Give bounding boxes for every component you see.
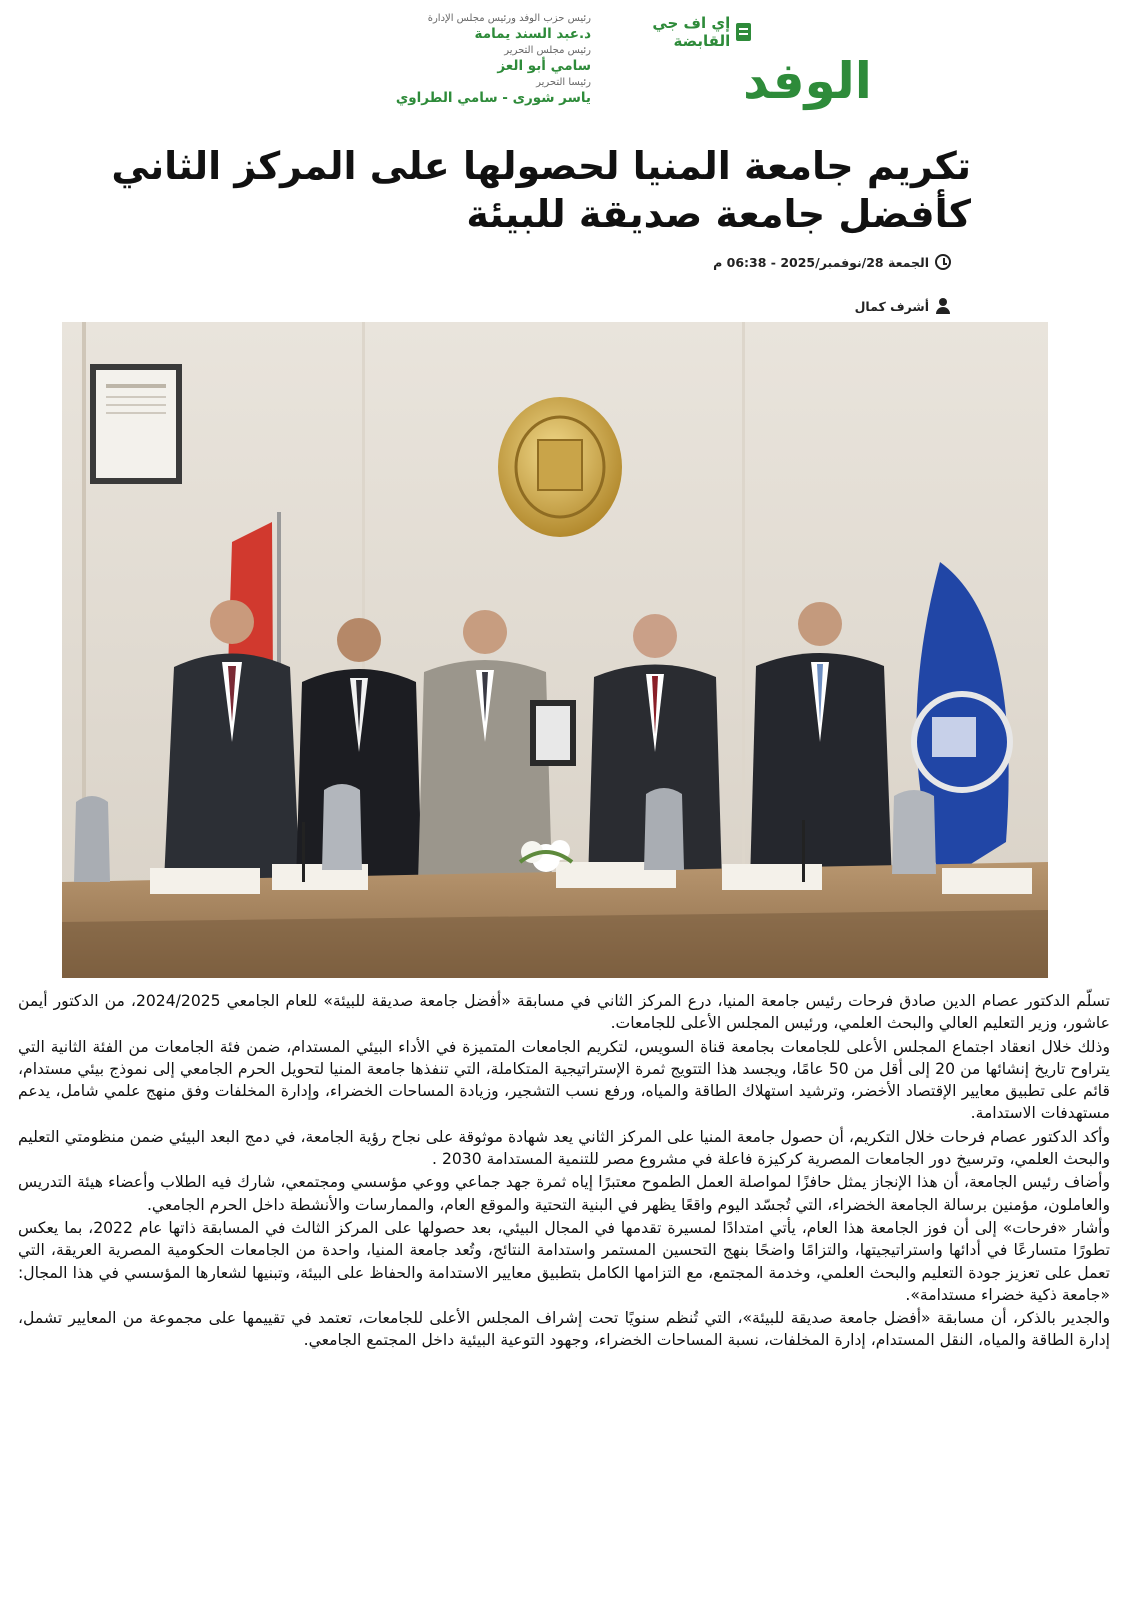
editorial-staff: [386, 12, 591, 108]
alwafd-logo: [607, 42, 872, 114]
newspaper-icon: [736, 23, 751, 41]
clock-icon: [935, 254, 951, 270]
staff-name-board: سامي أبو العز: [497, 58, 591, 74]
article-paragraph-2: وذلك خلال انعقاد اجتماع المجلس الأعلى للجامعات بجامعة قناة السويس، لتكريم الجامعات المتميزة في الأداء البيئي المستدام، ضمن فئة الجامعات من الفئة الثانية التي يتراوح تاريخ إنشائها من 20 إلى أقل من 50 عامًا، ويجسد هذا التتويج ثمرة الإستراتيجية المتكاملة، التي تنفذها جامعة المنيا لتحويل الحرم الجامعي إلى نموذج بيئي مستدام، قائم على تطبيق معايير الإقتصاد الأخضر، وترشيد استهلاك الطاقة والمياه، ورفع نسب التشجير، وزيادة المساحات الخضراء، وإدارة المخلفات وفق منهج علمي شامل، يدعم مستهدفات الاستدامة.: [18, 1037, 1110, 1123]
staff-role-chairman: رئيس حزب الوفد ورئيس مجلس الإدارة: [427, 13, 591, 24]
staff-role-editors: رئيسا التحرير: [536, 77, 591, 88]
staff-name-editors: ياسر شورى - سامي الطراوي: [395, 90, 591, 106]
user-icon: [935, 298, 951, 314]
staff-role-board: رئيس مجلس التحرير: [504, 45, 591, 56]
alwafd-logo-text: الوفد: [743, 52, 872, 110]
article-body: [18, 990, 1110, 1353]
article-photo[interactable]: [62, 322, 1048, 978]
photo-illustration: [62, 322, 1048, 978]
brand-name: إي اف جي القابضة: [652, 14, 731, 50]
staff-name-chairman: د.عبد السند يمامة: [474, 26, 591, 42]
article-paragraph-1: تسلّم الدكتور عصام الدين صادق فرحات رئيس جامعة المنيا، درع المركز الثاني في مسابقة «أفضل جامعة صديقة للبيئة» للعام الجامعي 2024/2025، من الدكتور أيمن عاشور، وزير التعليم العالي والبحث العلمي، ورئيس المجلس الأعلى للجامعات.: [18, 992, 1110, 1033]
article-date: [713, 254, 951, 270]
article-headline: تكريم جامعة المنيا لحصولها على المركز الثاني كأفضل جامعة صديقة للبيئة: [111, 144, 971, 236]
article-paragraph-6: والجدير بالذكر، أن مسابقة «أفضل جامعة صديقة للبيئة»، التي تُنظم سنويًا تحت إشراف المجلس الأعلى للجامعات، تعتمد في تقييمها على مجموعة من المعايير تشمل، إدارة الطاقة والمياه، النقل المستدام، إدارة المخلفات، نسبة المساحات الخضراء، وجهود التوعية البيئية داخل المجتمع الجامعي.: [18, 1309, 1110, 1350]
article-author[interactable]: [855, 298, 951, 314]
article-paragraph-5: وأشار «فرحات» إلى أن فوز الجامعة هذا العام، يأتي امتدادًا لمسيرة تقدمها في المجال البيئي، بعد حصولها على المركز الثالث في المسابقة ذاتها عام 2022، بما يعكس تطورًا متسارعًا في أدائها واستراتيجيتها، والتزامًا واضحًا بنهج التحسين المستمر واستدامة النتائج، وتُعد جامعة المنيا، واحدة من الجامعات الحكومية المصرية العريقة، التي تعمل على تعزيز جودة التعليم والبحث العلمي، وخدمة المجتمع، مع التزامها الكامل بتطبيق معايير الاستدامة والحفاظ على البيئة، وتبنيها لشعارها المؤسسي في هذا المجال: «جامعة ذكية خضراء مستدامة».: [18, 1218, 1110, 1304]
article-paragraph-4: وأضاف رئيس الجامعة، أن هذا الإنجاز يمثل حافزًا لمواصلة العمل الطموح معتبرًا إياه ثمرة جهد جماعي ووعي مؤسسي ومجتمعي، شارك فيه الطلاب وأعضاء هيئة التدريس والعاملون، مؤمنين برسالة الجامعة الخضراء، التي تُجسّد اليوم واقعًا يظهر في البنية التحتية والموقع العام، والممارسات والأنشطة داخل الحرم الجامعي.: [18, 1173, 1110, 1214]
article-date-text: الجمعة 28/نوفمبر/2025 - 06:38 م: [713, 254, 929, 270]
brand-logo[interactable]: [601, 8, 872, 120]
masthead: [391, 8, 872, 128]
article-paragraph-3: وأكد الدكتور عصام فرحات خلال التكريم، أن حصول جامعة المنيا على المركز الثاني يعد شهادة موثوقة على نجاح رؤية الجامعة، في دمج البعد البيئي ضمن منظومتي التعليم والبحث العلمي، وترسيخ دور الجامعات المصرية كركيزة فاعلة في مشروع مصر للتنمية المستدامة 2030 .: [18, 1127, 1110, 1169]
article-author-name: أشرف كمال: [854, 298, 929, 314]
